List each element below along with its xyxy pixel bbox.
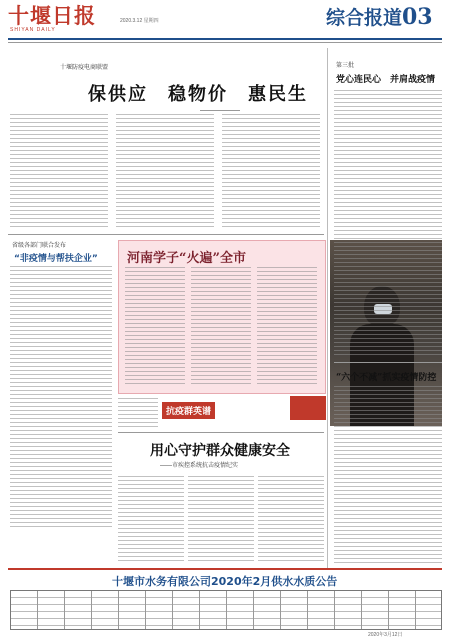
photo-caption-box [290,396,326,420]
lead-column-1 [10,114,108,230]
masthead [0,0,450,40]
photo-caption: 抗疫群英谱 [162,402,215,419]
right-column-body-1 [334,90,442,358]
lead-bottom-rule [8,234,324,235]
left-column-body [10,266,112,528]
bottom-story-col-1 [118,476,184,564]
bottom-story-top-rule [118,432,324,433]
page-number: 03 [402,4,433,30]
right-headline-1: 党心连民心 并肩战疫情 [336,75,436,85]
newspaper-logo [8,4,108,34]
table-top-rule [8,568,442,570]
page-footer: 2020年3月12日 [368,632,403,638]
pink-box-headline: 河南学子“火遍”全市 [127,251,246,266]
masthead-info [120,18,300,26]
photo-side-text [118,398,158,428]
lead-byline-rule [200,104,240,111]
lead-column-2 [116,114,214,230]
left-kicker: 省级各部门联合发布 [12,243,67,249]
pink-box-col-2 [191,267,251,385]
water-table-title: 十堰市水务有限公司2020年2月供水水质公告 [112,575,338,588]
right-column-divider [327,48,328,568]
lead-headline: 保供应 稳物价 惠民生 [88,84,308,105]
pink-box-col-3 [257,267,317,385]
pink-feature-box [118,240,326,394]
right-mid-rule [334,362,442,363]
section-title: 综合报道 [326,7,403,29]
right-headline-2: “六个不减”抓实疫情防控 [336,373,437,383]
bottom-story-col-2 [188,476,254,564]
logo-text: 十堰日报 [8,3,96,28]
water-quality-table [10,590,442,630]
lead-column-3 [222,114,320,230]
lead-kicker: 十堰防疫电商联盟 [60,65,109,71]
dateline: 2020.3.12 星期四 [120,18,159,24]
pink-box-col-1 [125,267,185,385]
right-column-body-2 [334,386,442,566]
masthead-rule-thin [8,42,442,43]
masthead-rule [8,38,442,40]
bottom-story-col-3 [258,476,324,564]
left-headline: “非疫情与帮扶企业” [14,254,98,264]
bottom-story-subhead: ——市疾控系统抗击疫情纪实 [160,463,239,469]
right-kicker: 第三批 [336,63,355,69]
logo-subtitle: SHIYAN DAILY [10,27,56,33]
bottom-story-headline: 用心守护群众健康安全 [150,443,290,459]
